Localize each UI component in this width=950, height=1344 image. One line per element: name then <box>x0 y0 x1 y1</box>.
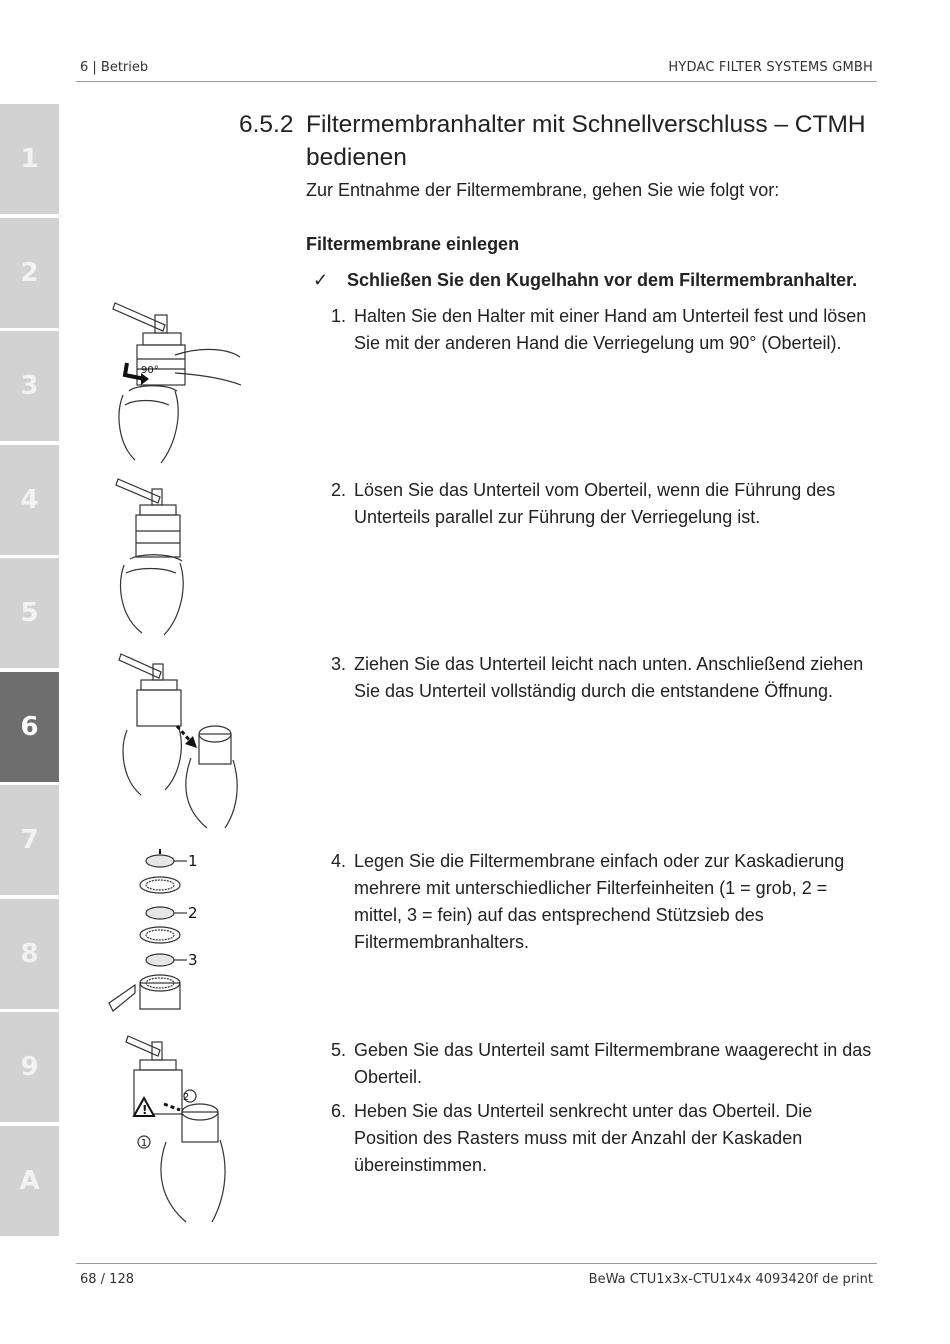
step-number: 4. <box>330 851 346 871</box>
fig5-label-1: 1 <box>140 1138 148 1149</box>
chapter-tab-9[interactable]: 9 <box>0 1012 59 1122</box>
figure-membrane-stack <box>105 845 215 1020</box>
intro-text: Zur Entnahme der Filtermembrane, gehen Sie wie folgt vor: <box>306 180 780 200</box>
chapter-tab-1[interactable]: 1 <box>0 104 59 214</box>
step-text: Lösen Sie das Unterteil vom Oberteil, wenn die Führung des Unterteils parallel zur Führung der Verriegelung ist. <box>354 480 836 527</box>
step-text: Ziehen Sie das Unterteil leicht nach unten. Anschließend ziehen Sie das Unterteil vollständig durch die entstandene Öffnung. <box>354 654 864 701</box>
section-number: 6.5.2 <box>239 111 294 138</box>
precondition <box>313 270 857 291</box>
footer-rule <box>76 1263 877 1264</box>
section-title: Filtermembranhalter mit Schnellverschluss – CTMH bedienen <box>306 111 866 171</box>
step-text: Halten Sie den Halter mit einer Hand am Unterteil fest und lösen Sie mit der anderen Hand die Verriegelung um 90° (Oberteil). <box>354 306 867 353</box>
fig4-label-3: 3 <box>188 951 198 969</box>
footer-page: 68 / 128 <box>80 1272 134 1287</box>
step-6 <box>320 1098 875 1179</box>
step-1 <box>320 303 875 357</box>
chapter-tabs <box>0 104 59 1239</box>
chapter-tab-8[interactable]: 8 <box>0 899 59 1009</box>
step-text: Geben Sie das Unterteil samt Filtermembrane waagerecht in das Oberteil. <box>354 1040 872 1087</box>
header-section: 6 | Betrieb <box>80 60 149 75</box>
step-number: 1. <box>330 306 346 326</box>
step-number: 3. <box>330 654 346 674</box>
fig5-label-2: 2 <box>182 1092 190 1103</box>
warning-icon: ! <box>142 1103 148 1117</box>
fig4-label-2: 2 <box>188 904 198 922</box>
header-rule <box>76 81 877 82</box>
chapter-tab-3[interactable]: 3 <box>0 331 59 441</box>
figure-pull-down <box>115 650 245 830</box>
step-text: Heben Sie das Unterteil senkrecht unter das Oberteil. Die Position des Rasters muss mit der Anzahl der Kaskaden übereinstimmen. <box>354 1101 813 1175</box>
chapter-tab-7[interactable]: 7 <box>0 785 59 895</box>
figure-unlock-90 <box>105 295 245 467</box>
step-number: 5. <box>330 1040 346 1060</box>
step-number: 2. <box>330 480 346 500</box>
chapter-tab-6[interactable]: 6 <box>0 672 59 782</box>
step-3 <box>320 651 875 705</box>
step-5 <box>320 1037 875 1091</box>
step-2 <box>320 477 875 531</box>
fig4-label-1: 1 <box>188 852 198 870</box>
fig1-label: 90° <box>141 365 159 376</box>
chapter-tab-a[interactable]: A <box>0 1126 59 1236</box>
step-text: Legen Sie die Filtermembrane einfach oder zur Kaskadierung mehrere mit unterschiedlicher Filterfeinheiten (1 = grob, 2 = mittel, 3 = fein) auf das entsprechend Stützsieb des Filtermembranhalters. <box>354 851 845 952</box>
chapter-tab-2[interactable]: 2 <box>0 218 59 328</box>
step-number: 6. <box>330 1101 346 1121</box>
subheading: Filtermembrane einlegen <box>306 234 520 254</box>
step-4 <box>320 848 875 956</box>
chapter-tab-4[interactable]: 4 <box>0 445 59 555</box>
figure-insert-bottom-part <box>120 1030 245 1225</box>
figure-separate-parts <box>110 473 210 638</box>
check-icon: ✓ <box>313 270 329 290</box>
footer-doc: BeWa CTU1x3x-CTU1x4x 4093420f de print <box>588 1272 873 1287</box>
chapter-tab-5[interactable]: 5 <box>0 558 59 668</box>
precondition-text: Schließen Sie den Kugelhahn vor dem Filtermembranhalter. <box>347 270 858 290</box>
header-company: HYDAC FILTER SYSTEMS GMBH <box>668 60 873 75</box>
